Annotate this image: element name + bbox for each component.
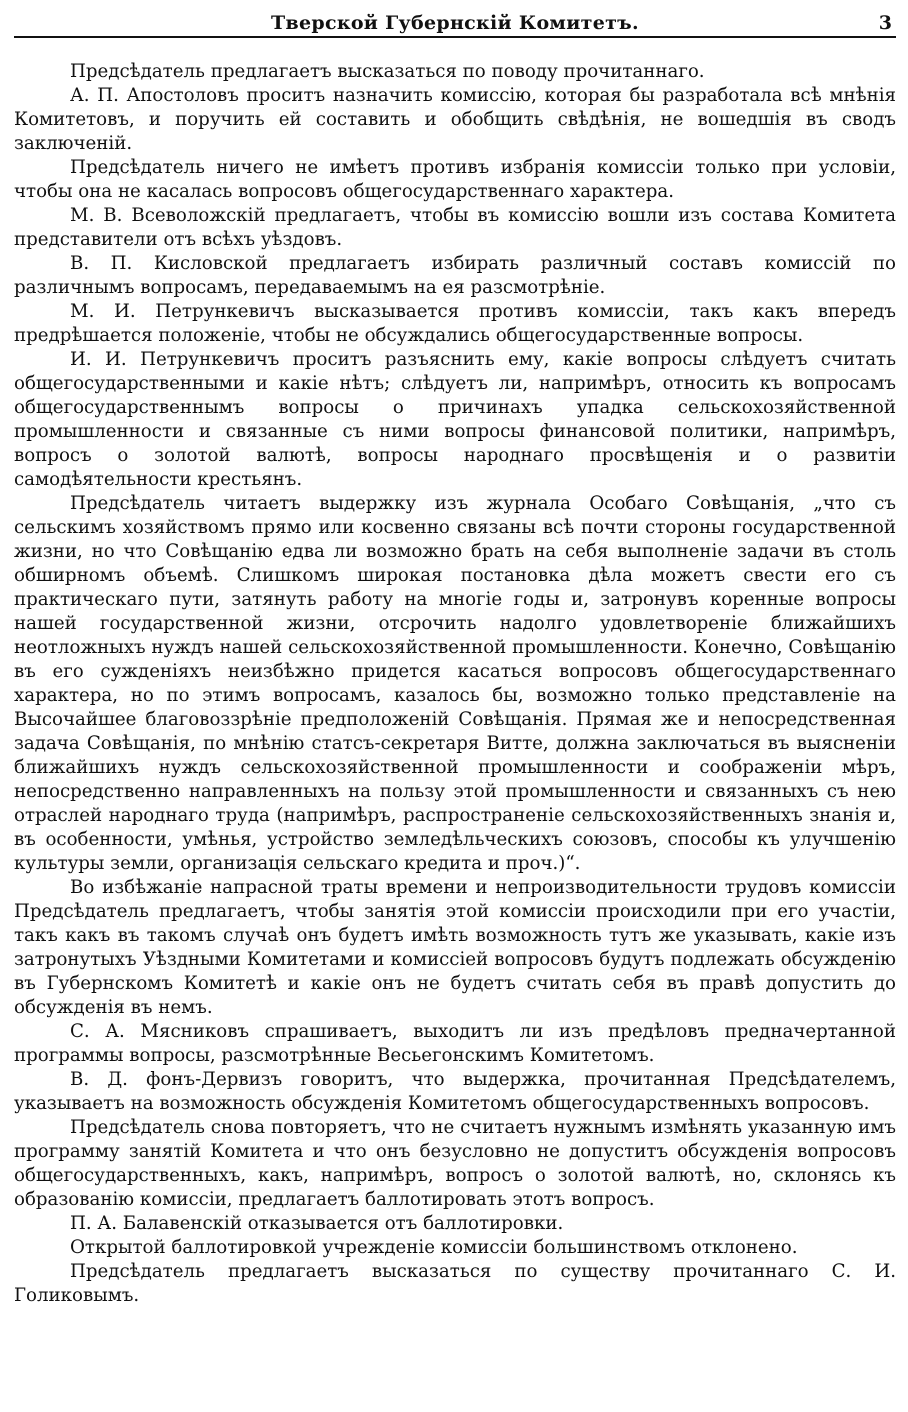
paragraph: Предсѣдатель предлагаетъ высказаться по существу прочитаннаго С. И. Голиковымъ. (14, 1261, 896, 1306)
paragraph: Открытой баллотировкой учрежденіе комиссіи большинствомъ отклонено. (70, 1237, 798, 1258)
paragraph: Предсѣдатель читаетъ выдержку изъ журнала Особаго Совѣщанія, „что съ сельскимъ хозяйствомъ прямо или косвенно связаны всѣ почти стороны государственной жизни, но что Совѣщанію едва ли возможно брать на себя выполненіе задачи въ столь обширномъ объемѣ. Слишкомъ широкая постановка дѣла можетъ свести его съ практическаго пути, затянуть работу на многіе годы и, затронувъ коренные вопросы нашей государственной жизни, отсрочить надолго удовлетвореніе ближайшихъ неотложныхъ нуждъ нашей сельскохозяйственной промышленности. Конечно, Совѣщанію въ его сужденіяхъ неизбѣжно придется касаться вопросовъ общегосударственнаго характера, но по этимъ вопросамъ, казалось бы, возможно только представленіе на Высочайшее благовоззрѣніе предположеній Совѣщанія. Прямая же и непосредственная задача Совѣщанія, по мнѣнію статсъ-секретаря Витте, должна заключаться въ выясненіи ближайшихъ нуждъ сельскохозяйственной промышленности и соображеніи мѣръ, непосредственно направленныхъ на пользу этой промышленности и связанныхъ съ нею отраслей народнаго труда (напримѣръ, распространеніе сельскохозяйственныхъ знанія и, въ особенности, умѣнья, устройство земледѣльческихъ союзовъ, способы къ улучшенію культуры земли, организація сельскаго кредита и проч.)“. (14, 493, 896, 874)
paragraph: И. И. Петрункевичъ проситъ разъяснить ему, какіе вопросы слѣдуетъ считать общегосударственными и какіе нѣтъ; слѣдуетъ ли, напримѣръ, относить къ вопросамъ общегосударственнымъ вопросы о причинахъ упадка сельскохозяйственной промышленности и связанные съ ними вопросы финансовой политики, напримѣръ, вопросъ о золотой валютѣ, вопросы народнаго просвѣщенія и о развитіи самодѣятельности крестьянъ. (14, 349, 896, 490)
paragraph: Предсѣдатель ничего не имѣетъ противъ избранія комиссіи только при условіи, чтобы она не касалась вопросовъ общегосударственнаго характера. (14, 157, 896, 202)
paragraph: С. А. Мясниковъ спрашиваетъ, выходитъ ли изъ предѣловъ предначертанной программы вопросы, разсмотрѣнные Весьегонскимъ Комитетомъ. (14, 1021, 896, 1066)
paragraph: Во избѣжаніе напрасной траты времени и непроизводительности трудовъ комиссіи Предсѣдатель предлагаетъ, чтобы занятія этой комиссіи происходили при его участіи, такъ какъ въ такомъ случаѣ онъ будетъ имѣть возможность тутъ же указывать, какіе изъ затронутыхъ Уѣздными Комитетами и комиссіей вопросовъ будутъ подлежать обсужденію въ Губернскомъ Комитетѣ и какіе онъ не будетъ считать себя въ правѣ допустить до обсужденія въ немъ. (14, 877, 896, 1018)
running-header (14, 0, 896, 38)
paragraph: А. П. Апостоловъ проситъ назначить комиссію, которая бы разработала всѣ мнѣнія Комитетовъ, и поручить ей составить и обобщить свѣдѣнія, не вошедшія въ сводъ заключеній. (14, 85, 896, 154)
paragraph: М. И. Петрункевичъ высказывается противъ комиссіи, такъ какъ впередъ предрѣшается положеніе, чтобы не обсуждались общегосударственные вопросы. (14, 301, 896, 346)
paragraph: Предсѣдатель предлагаетъ высказаться по поводу прочитаннаго. (70, 61, 705, 82)
header-title: Тверской Губернскій Комитетъ. (271, 12, 639, 34)
paragraph: П. А. Балавенскій отказывается отъ баллотировки. (70, 1213, 564, 1234)
paragraph: М. В. Всеволожскій предлагаетъ, чтобы въ комиссію вошли изъ состава Комитета представители отъ всѣхъ уѣздовъ. (14, 205, 896, 250)
paragraph: В. Д. фонъ-Дервизъ говоритъ, что выдержка, прочитанная Предсѣдателемъ, указываетъ на возможность обсужденія Комитетомъ общегосударственныхъ вопросовъ. (14, 1069, 896, 1114)
paragraph: В. П. Кисловской предлагаетъ избирать различный составъ комиссій по различнымъ вопросамъ, передаваемымъ на ея разсмотрѣніе. (14, 253, 896, 298)
body-text (14, 60, 896, 1308)
paragraph: Предсѣдатель снова повторяетъ, что не считаетъ нужнымъ измѣнять указанную имъ программу занятій Комитета и что онъ безусловно не допуститъ обсужденія вопросовъ общегосударственныхъ, какъ, напримѣръ, вопросъ о золотой валютѣ, но, склонясь къ образованію комиссіи, предлагаетъ баллотировать этотъ вопросъ. (14, 1117, 896, 1210)
page-number: 3 (878, 12, 892, 34)
